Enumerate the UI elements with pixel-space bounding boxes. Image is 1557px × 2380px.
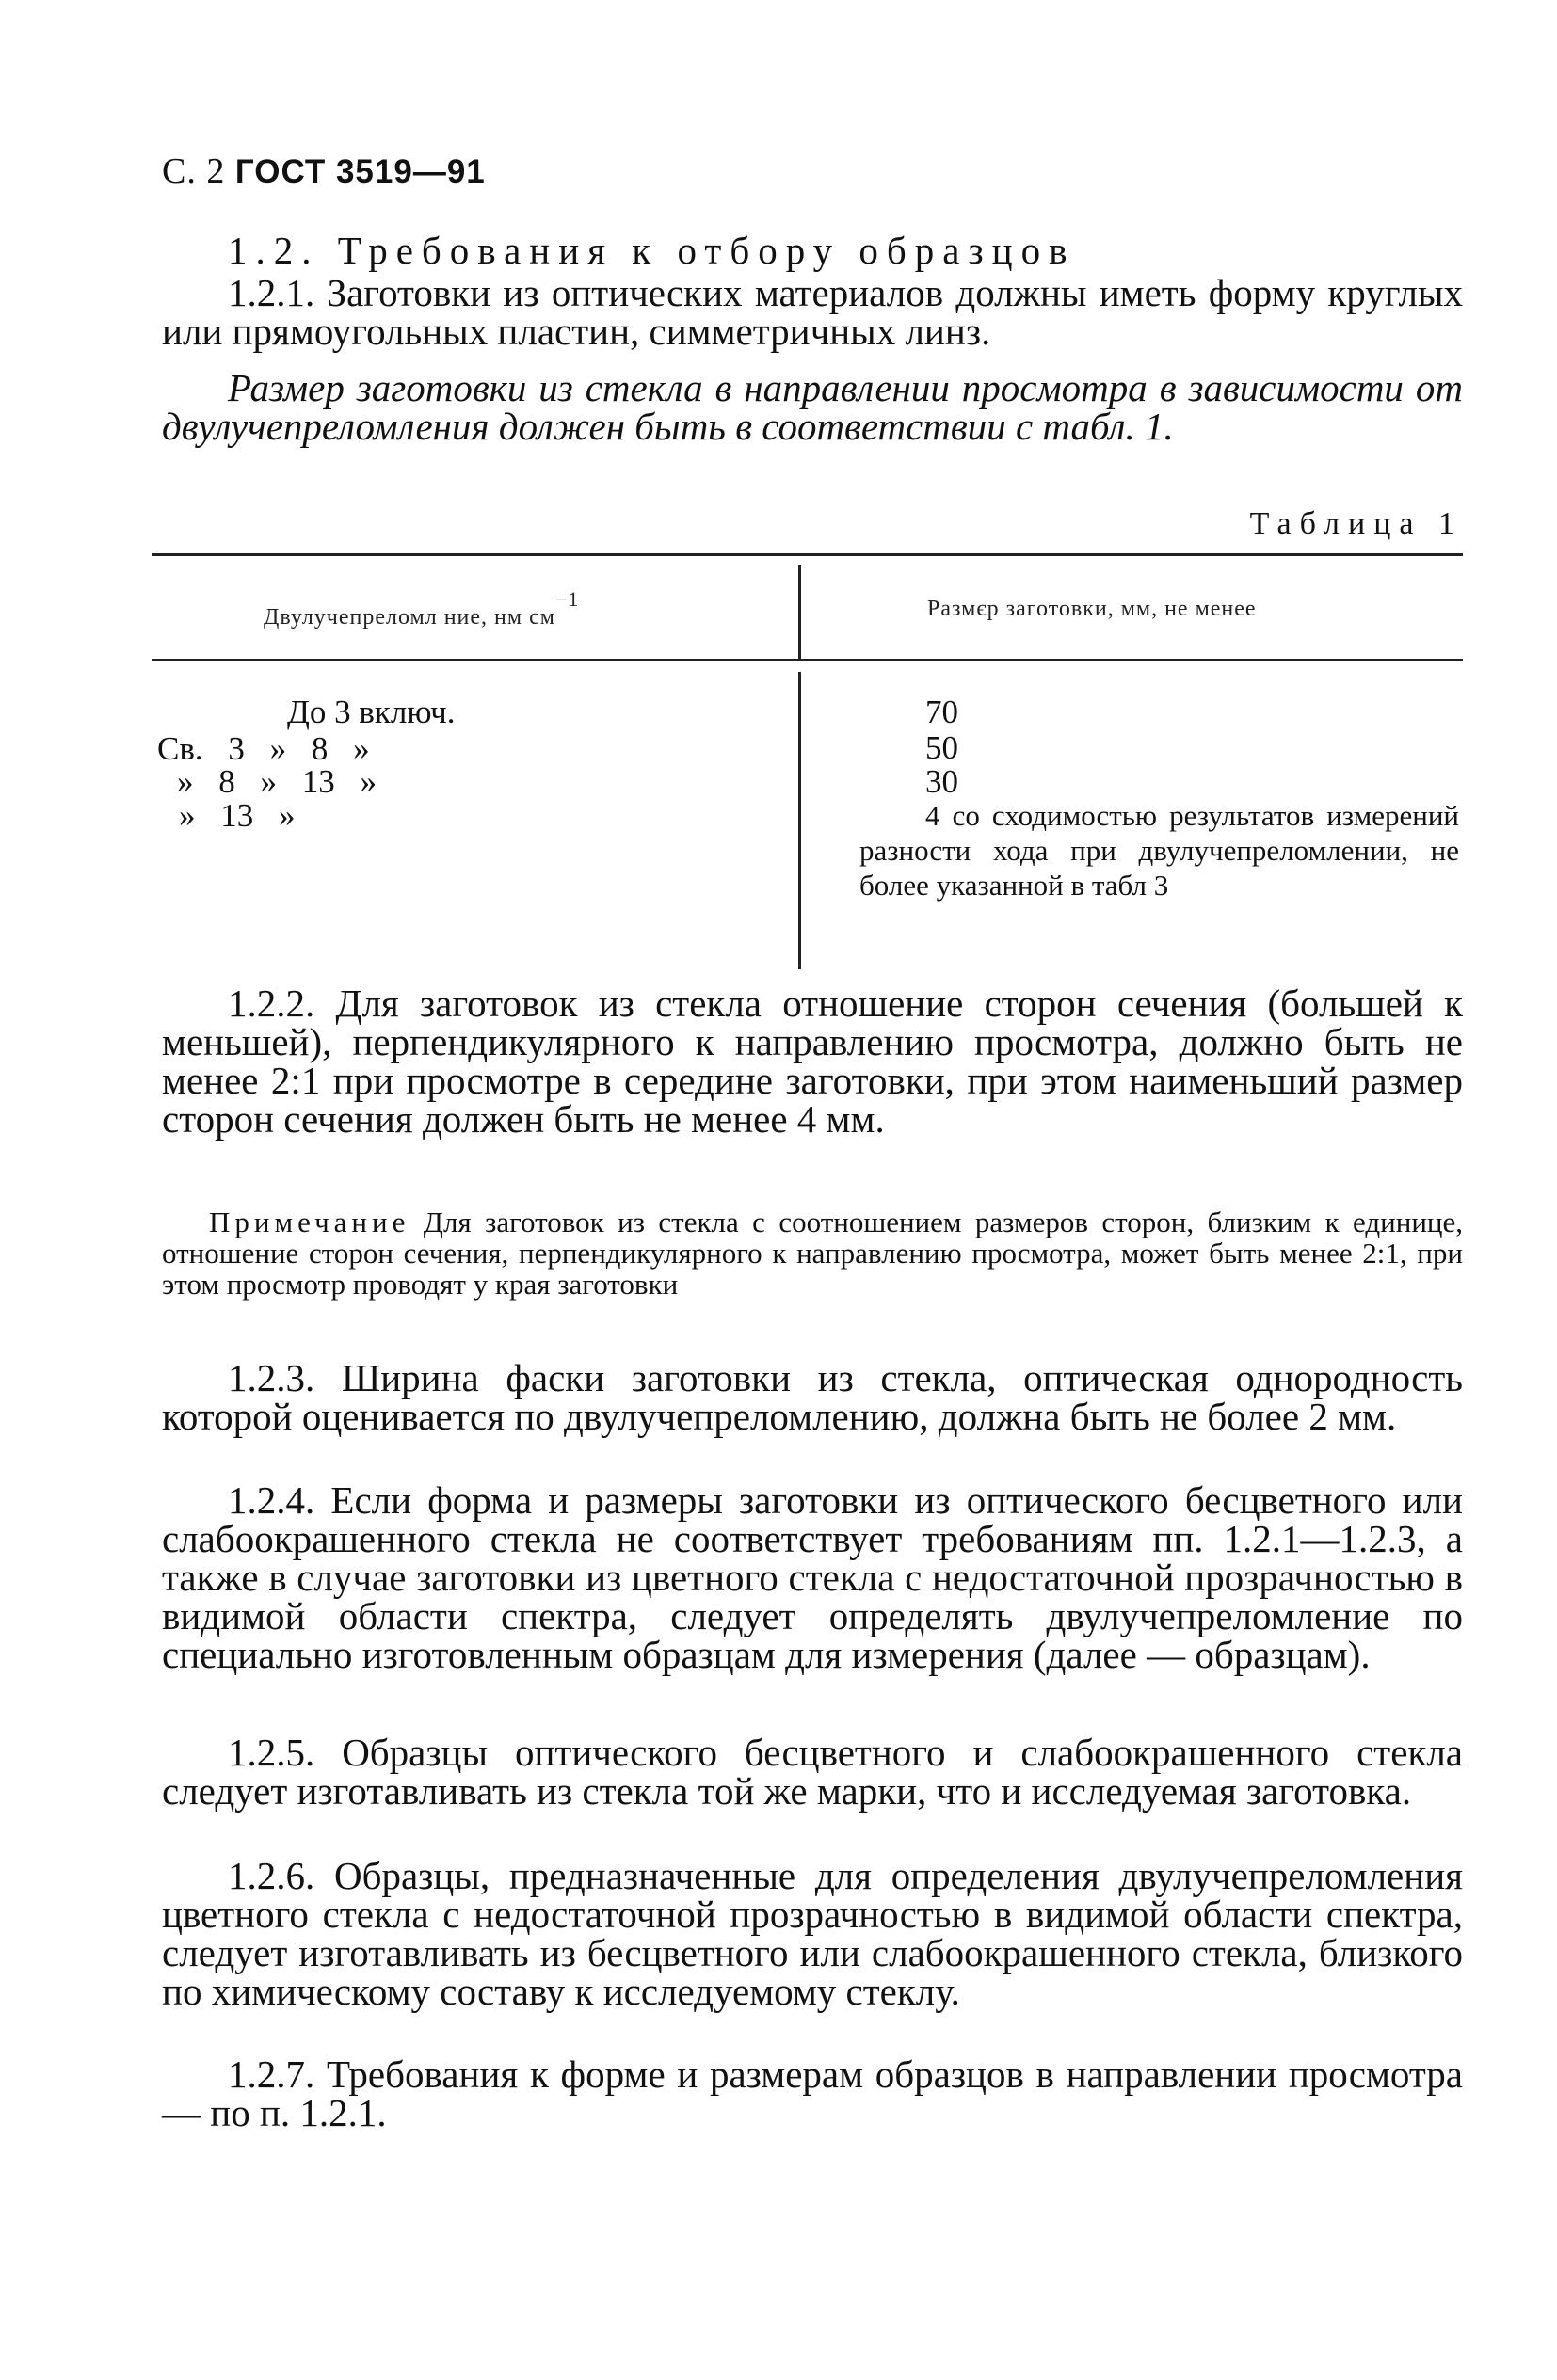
page-header [162, 151, 486, 192]
section-title: 1.2. Требования к отбору образцов [228, 229, 1076, 272]
table-row-4-size: 4 со сходимостью результатов измерений разности хода при двулучепреломлении, не более указанной в табл 3 [859, 799, 1459, 902]
table-row-1-size: 70 [925, 694, 958, 730]
note-lead: Примечание [209, 1206, 410, 1238]
paragraph-1-2-2: 1.2.2. Для заготовок из стекла отношение сторон сечения (большей к меньшей), перпендикулярного к направлению просмотра, должно быть не менее 2:1 при просмотре в середине заготовки, при этом наименьший размер сторон сечения должен быть не менее 4 мм. [162, 982, 1463, 1141]
table-row-3-size: 30 [925, 763, 958, 800]
paragraph-1-2-3: 1.2.3. Ширина фаски заготовки из стекла, оптическая однородность которой оценивается по двулучепреломлению, должна быть не более 2 мм. [162, 1356, 1463, 1438]
table-header-birefringence [264, 587, 580, 631]
table-header-rule [152, 659, 1463, 661]
table-header-divider [798, 565, 801, 659]
paragraph-1-2-1: 1.2.1. Заготовки из оптических материалов должны иметь форму круглых или прямоугольных пластин, симметричных линз. [162, 271, 1463, 353]
table-top-rule [152, 553, 1463, 556]
table-row-2-range: Св. 3 » 8 » [157, 730, 370, 767]
note-text: Для заготовок из стекла с соотношением размеров сторон, близким к единице, отношение сторон сечения, перпендикулярного к направлению просмотра, может быть менее 2:1, при этом просмотр проводят у края заготовки [162, 1206, 1464, 1301]
header-unit-exponent: −1 [554, 587, 580, 611]
table-header-size: Размєр заготовки, мм, не менее [927, 597, 1257, 621]
table-body-divider [798, 672, 801, 969]
table-row-4-range: » 13 » [179, 797, 296, 834]
paragraph-1-2-6: 1.2.6. Образцы, предназначенные для определения двулучепреломления цветного стекла с недостаточной прозрачностью в видимой области спектра, следует изготавливать из бесцветного или слабоокрашенного стекла, близкого по химическому составу к исследуемому стеклу. [162, 1854, 1463, 2013]
table-row-2-size: 50 [925, 729, 958, 766]
standard-code: ГОСТ 3519—91 [234, 153, 486, 190]
header-birefringence-label: Двулучепреломл ние, нм см [264, 605, 555, 630]
paragraph-1-2-7: 1.2.7. Требования к форме и размерам образцов в направлении просмотра — по п. 1.2.1. [162, 2053, 1463, 2134]
paragraph-1-2-4: 1.2.4. Если форма и размеры заготовки из оптического бесцветного или слабоокрашенного стекла не соответствует требованиям пп. 1.2.1—1.2.3, а также в случае заготовки из цветного стекла с недостаточной прозрачностью в видимой области спектра, следует определять двулучепреломление по специально изготовленным образцам для измерения (далее — образцам). [162, 1478, 1463, 1676]
paragraph-size: Размер заготовки из стекла в направлении просмотра в зависимости от двулучепреломления должен быть в соответствии с табл. 1. [162, 366, 1463, 448]
page-number: С. 2 [162, 152, 226, 191]
table-row-3-range: » 8 » 13 » [177, 763, 377, 800]
table-caption: Таблица 1 [1249, 506, 1463, 541]
paragraph-1-2-5: 1.2.5. Образцы оптического бесцветного и слабоокрашенного стекла следует изготавливать из стекла той же марки, что и исследуемая заготовка. [162, 1731, 1463, 1813]
table-row-1-range: До 3 включ. [287, 694, 456, 730]
note [162, 1206, 1463, 1300]
